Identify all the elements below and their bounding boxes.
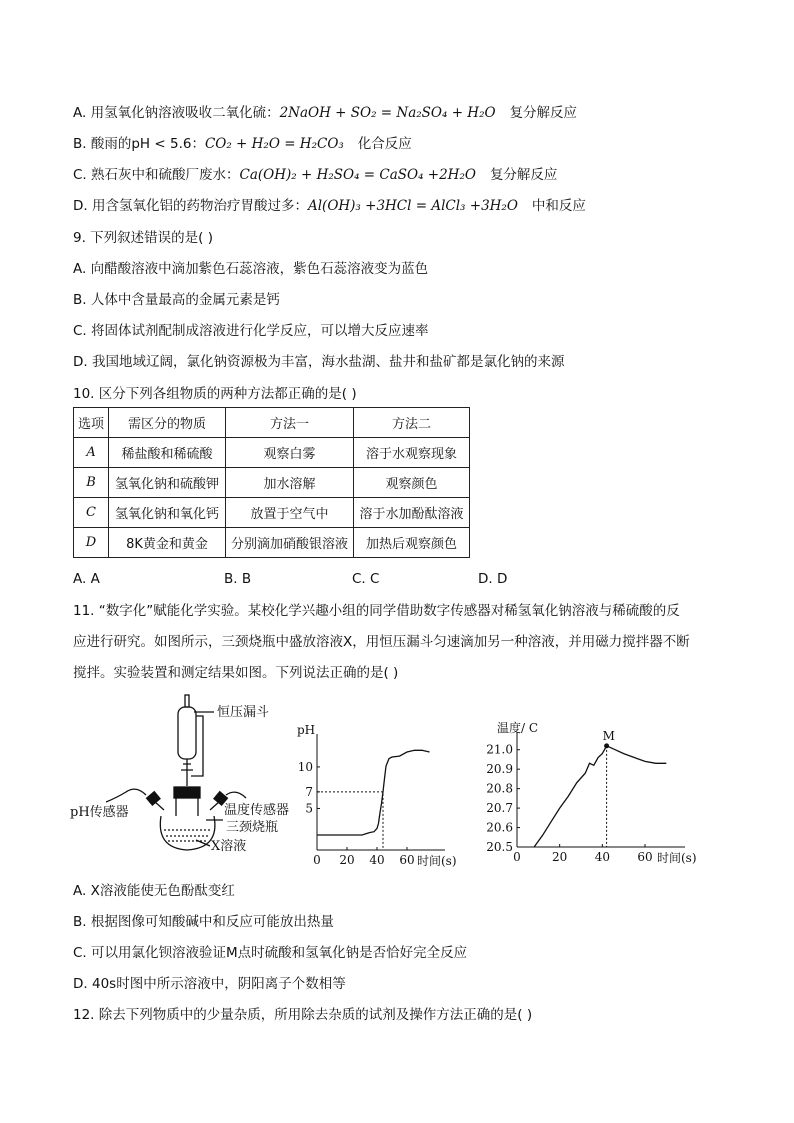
q11-stem-line-2: 应进行研究。如图所示，三颈烧瓶中盛放溶液X，用恒压漏斗匀速滴加另一种溶液，并用磁力搅拌器不断 (73, 634, 690, 650)
y-tick-label: 5 (305, 801, 313, 816)
table-row (74, 468, 470, 498)
q11-stem-line-3: 搅拌。实验装置和测定结果如图。下列说法正确的是( ) (73, 665, 399, 681)
x-tick-label: 40 (369, 853, 385, 867)
marker-label: M (602, 728, 615, 743)
funnel-label: 恒压漏斗 (217, 705, 270, 720)
table-cell: B (74, 468, 109, 498)
q8-option-b: B. 酸雨的pH < 5.6：CO₂ + H₂O = H₂CO₃ 化合反应 (73, 136, 412, 152)
x-tick-label: 20 (552, 850, 568, 864)
table-cell: 氢氧化钠和氧化钙 (109, 498, 226, 528)
q9-option-c: C. 将固体试剂配制成溶液进行化学反应，可以增大反应速率 (73, 323, 429, 339)
x-tick-label: 0 (513, 850, 521, 864)
q10-answer-b: B. B (224, 571, 252, 587)
q10-stem: 10. 区分下列各组物质的两种方法都正确的是( ) (73, 386, 357, 402)
y-axis-label: 温度/ C (497, 721, 539, 735)
table-cell: 放置于空气中 (226, 498, 354, 528)
y-tick-label: 20.8 (486, 781, 513, 796)
x-axis-label: 时间(s) (657, 851, 697, 865)
x-tick-label: 60 (637, 850, 653, 864)
flask-neck (176, 798, 198, 816)
solution-label: X溶液 (211, 839, 247, 854)
q12-stem: 12. 除去下列物质中的少量杂质，所用除去杂质的试剂及操作方法正确的是( ) (73, 1007, 533, 1023)
q8-option-c: C. 熟石灰中和硫酸厂废水：Ca(OH)₂ + H₂SO₄ = CaSO₄ +2H₂O 复分解反应 (73, 167, 558, 183)
temp-sensor-label: 温度传感器 (224, 803, 290, 818)
reference-line (317, 792, 383, 850)
q9-option-b: B. 人体中含量最高的金属元素是钙 (73, 292, 280, 308)
ph-sensor-plug (147, 792, 160, 805)
q11-option-b: B. 根据图像可知酸碱中和反应可能放出热量 (73, 914, 334, 930)
q11-stem-line-1: 11. “数字化”赋能化学实验。某校化学兴趣小组的同学借助数字传感器对稀氢氧化钠溶液与稀硫酸的反 (73, 603, 680, 619)
x-tick-label: 60 (399, 853, 415, 867)
pressure-tube (191, 716, 203, 776)
x-tick-label: 40 (594, 850, 610, 864)
table-header: 方法一 (226, 408, 354, 438)
q10-answer-c: C. C (352, 571, 380, 587)
temp-sensor-wire (226, 792, 246, 798)
table-header: 需区分的物质 (109, 408, 226, 438)
table-row (74, 528, 470, 558)
funnel-body (178, 707, 196, 759)
apparatus-figure (66, 690, 311, 865)
q11-option-c: C. 可以用氯化钡溶液验证M点时硫酸和氢氧化钠是否恰好完全反应 (73, 945, 468, 961)
table-cell: 观察白雾 (226, 438, 354, 468)
y-tick-label: 21.0 (486, 742, 513, 757)
x-tick-label: 0 (313, 853, 321, 867)
q11-option-a: A. X溶液能使无色酚酞变红 (73, 883, 235, 899)
x-tick-label: 20 (339, 853, 355, 867)
temperature-chart (455, 718, 697, 870)
x-axis-label: 时间(s) (417, 854, 457, 868)
table-cell: 分别滴加硝酸银溶液 (226, 528, 354, 558)
y-tick-label: 7 (305, 784, 313, 799)
table-header: 选项 (74, 408, 109, 438)
table-cell: 8K黄金和黄金 (109, 528, 226, 558)
table-cell: 稀盐酸和稀硫酸 (109, 438, 226, 468)
ph-sensor-label: pH传感器 (70, 805, 129, 820)
funnel-stopper (185, 695, 189, 707)
y-tick-label: 20.5 (486, 840, 513, 854)
flask-stopper (174, 787, 200, 798)
y-axis-label: pH (297, 723, 316, 737)
ph-sensor-wire (106, 789, 146, 802)
q9-option-d: D. 我国地域辽阔，氯化钠资源极为丰富，海水盐湖、盐井和盐矿都是氯化钠的来源 (73, 354, 565, 370)
side-necks (154, 801, 220, 810)
table-cell: A (74, 438, 109, 468)
table-header-row (74, 408, 470, 438)
q8-option-a: A. 用氢氧化钠溶液吸收二氧化硫：2NaOH + SO₂ = Na₂SO₄ + H₂O 复分解反应 (73, 105, 578, 121)
q10-table (73, 407, 470, 558)
table-cell: C (74, 498, 109, 528)
solution-fill (166, 836, 208, 841)
flask-label: 三颈烧瓶 (226, 820, 279, 835)
y-tick-label: 20.6 (486, 820, 513, 835)
q11-option-d: D. 40s时图中所示溶液中，阴阳离子个数相等 (73, 976, 346, 992)
y-tick-label: 20.7 (486, 801, 513, 816)
y-tick-label: 20.9 (486, 762, 513, 777)
q10-answer-d: D. D (478, 571, 508, 587)
table-cell: 溶于水加酚酞溶液 (354, 498, 470, 528)
table-cell: 加水溶解 (226, 468, 354, 498)
q8-option-d: D. 用含氢氧化铝的药物治疗胃酸过多：Al(OH)₃ +3HCl = AlCl₃ +3H₂O 中和反应 (73, 198, 586, 214)
q9-option-a: A. 向醋酸溶液中滴加紫色石蕊溶液，紫色石蕊溶液变为蓝色 (73, 261, 429, 277)
table-cell: 观察颜色 (354, 468, 470, 498)
table-header: 方法二 (354, 408, 470, 438)
table-row (74, 498, 470, 528)
q10-answer-a: A. A (73, 571, 100, 587)
ph-chart (290, 723, 457, 870)
table-cell: 氢氧化钠和硫酸钾 (109, 468, 226, 498)
table-cell: D (74, 528, 109, 558)
table-cell: 加热后观察颜色 (354, 528, 470, 558)
series-line (534, 746, 666, 847)
q9-stem: 9. 下列叙述错误的是( ) (73, 230, 213, 246)
series-line (317, 750, 430, 835)
table-row (74, 438, 470, 468)
y-tick-label: 10 (297, 759, 313, 774)
table-cell: 溶于水观察现象 (354, 438, 470, 468)
